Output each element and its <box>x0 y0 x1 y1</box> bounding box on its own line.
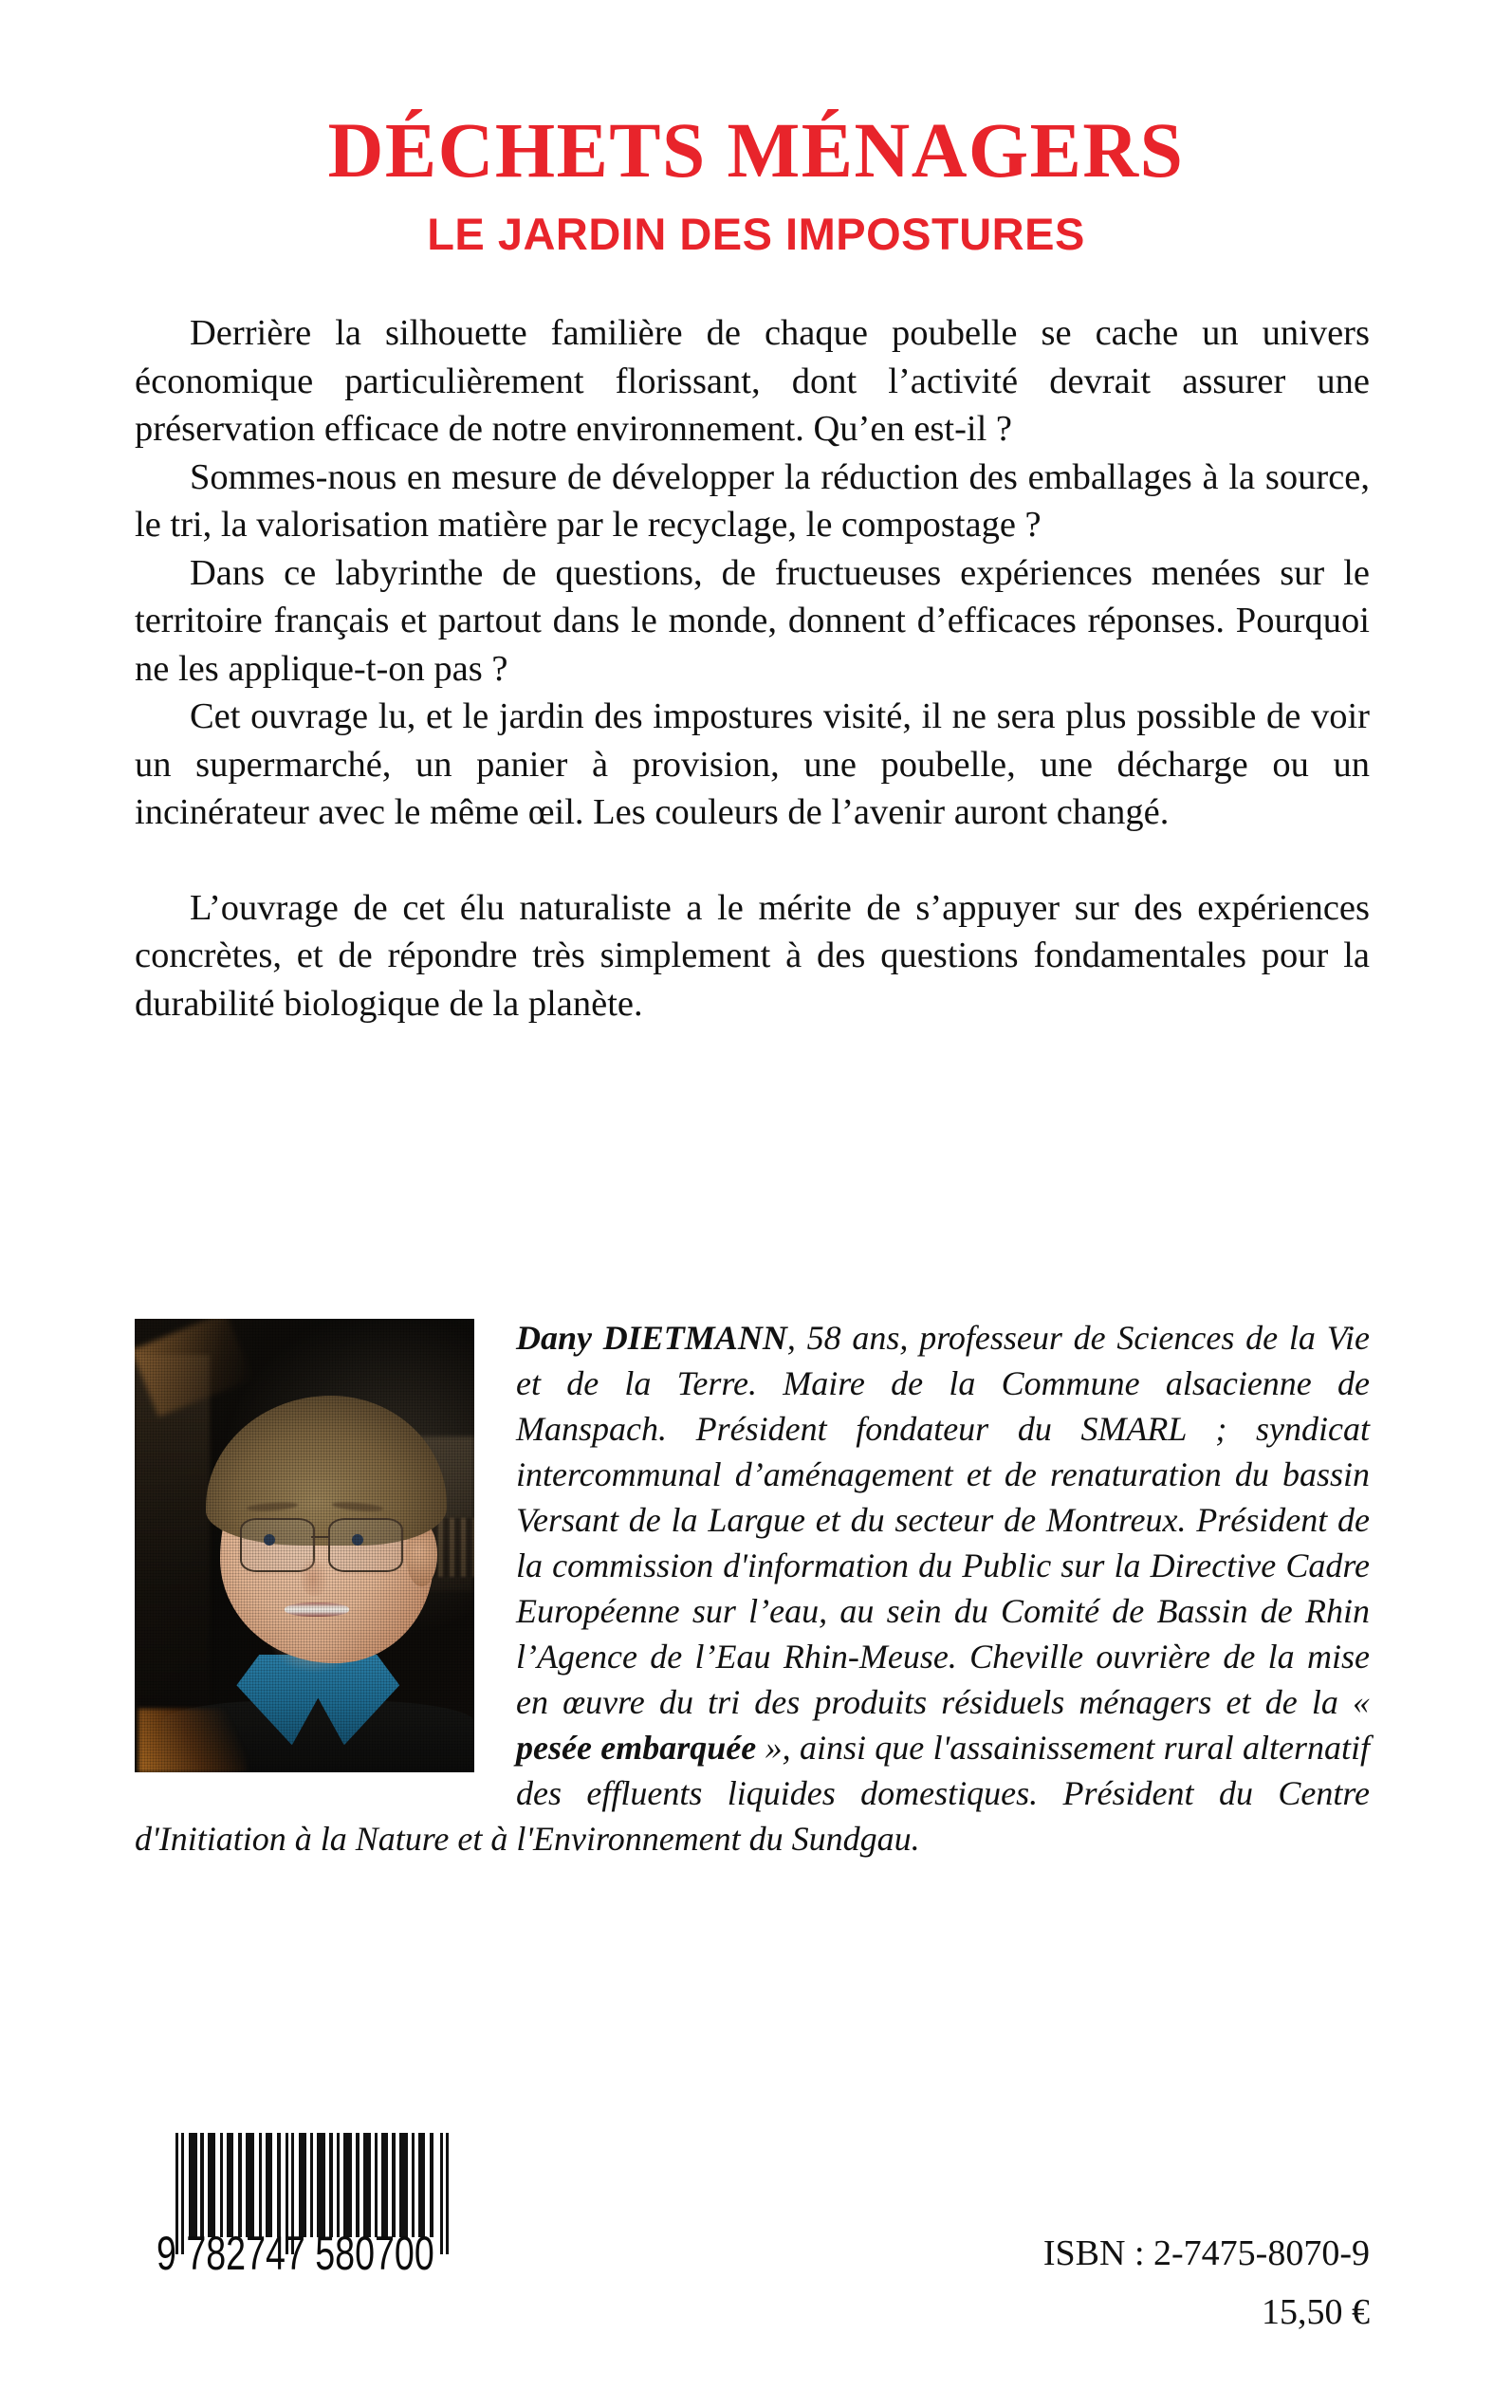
blurb-paragraph-5: L’ouvrage de cet élu naturaliste a le mérite de s’appuyer sur des expériences concrètes, et de répondre très simplement à des questions fondamentales pour la durabilité biologique de la planète. <box>135 887 1370 1024</box>
isbn-text: ISBN : 2-7475-8070-9 <box>1042 2233 1370 2273</box>
blurb-paragraph-2: Sommes-nous en mesure de développer la réduction des emballages à la source, le tri, la valorisation matière par le recyclage, le compostage ? <box>135 456 1370 545</box>
author-bio-part-1: , 58 ans, professeur de Sciences de la Vie et de la Terre. Maire de la Commune alsacienne de Manspach. Président fondateur du SMARL ; syndicat intercommunal d’aménagement et de renaturation du bassin Versant de la Largue et du secteur de Montreux. Président de la commission d'information du Public sur la Directive Cadre Européenne sur l’eau, au sein du Comité de Bassin de Rhin l’Agence de l’Eau Rhin-Meuse. Cheville ouvrière de la mise en œuvre du tri des produits résiduels ménagers et de la « <box>516 1319 1371 1721</box>
photo-eyeglass-right <box>328 1518 403 1572</box>
author-portrait-photo <box>135 1319 474 1772</box>
photo-chin <box>270 1627 359 1673</box>
blurb-paragraph-3: Dans ce labyrinthe de questions, de fructueuses expériences menées sur le territoire français et partout dans le monde, donnent d’efficaces réponses. Pourquoi ne les applique-t-on pas ? <box>135 552 1370 689</box>
author-name: Dany DIETMANN <box>516 1319 787 1357</box>
author-bio-emphasis: pesée embarquée <box>516 1729 757 1767</box>
photo-mouth <box>285 1602 349 1617</box>
title-block <box>0 106 1512 260</box>
price-text: 15,50 € <box>1262 2292 1370 2332</box>
author-bio-block <box>135 1315 1370 1862</box>
blurb-paragraph-1: Derrière la silhouette familière de chaque poubelle se cache un univers économique particulièrement florissant, dont l’activité devrait assurer une préservation efficace de notre environnement. Qu’en est-il ? <box>135 313 1370 449</box>
ean13-barcode <box>157 2133 465 2280</box>
photo-nose <box>301 1555 328 1596</box>
barcode-digits: 9 782747 580700 <box>157 2228 434 2280</box>
blurb-text <box>135 309 1370 1028</box>
isbn-price-block <box>1043 2224 1370 2342</box>
author-bio-part-2: », ainsi que l'assainissement rural alternatif des effluents liquides domestiques. Président du Centre d'Initiation à la Nature et à l'Environnement du Sundgau. <box>135 1729 1371 1858</box>
page-subtitle: LE JARDIN DES IMPOSTURES <box>427 209 1085 260</box>
photo-foreground-object <box>138 1709 248 1772</box>
blurb-paragraph-4: Cet ouvrage lu, et le jardin des impostures visité, il ne sera plus possible de voir un supermarché, un panier à provision, une poubelle, une décharge ou un incinérateur avec le même œil. Les couleurs de l’avenir auront changé. <box>135 696 1370 832</box>
photo-left-panel <box>135 1355 210 1736</box>
page-title: DÉCHETS MÉNAGERS <box>327 106 1185 194</box>
photo-eyeglass-bridge <box>311 1536 328 1538</box>
